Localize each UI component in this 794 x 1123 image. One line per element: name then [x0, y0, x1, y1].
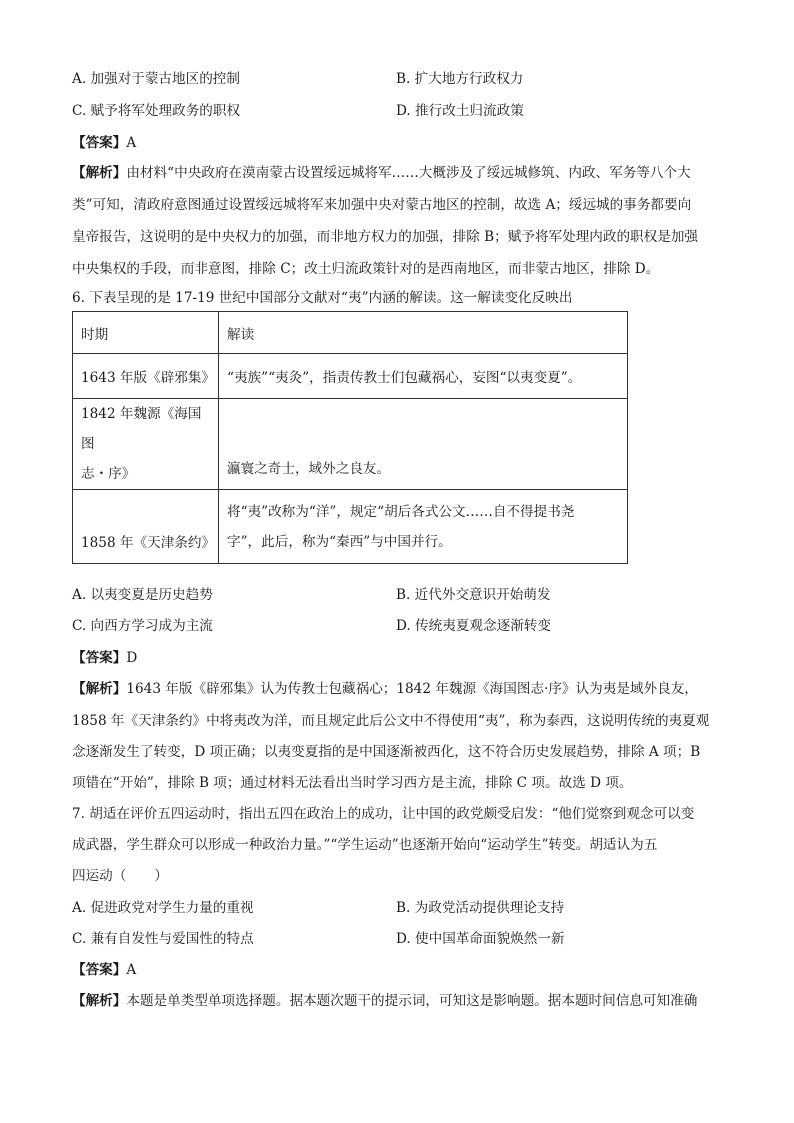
q6-analysis-line-3: 念逐渐发生了转变，D 项正确；以夷变夏指的是中国逐渐被西化，这不符合历史发展趋势，排除 A 项；B	[72, 744, 701, 760]
q7-analysis-line-1	[72, 989, 697, 1009]
q5-answer	[72, 131, 136, 151]
table-cell-period: 1643 年版《辟邪集》	[73, 354, 219, 399]
q7-option-a: A. 促进政党对学生力量的重视	[72, 900, 254, 916]
table-row	[73, 399, 628, 490]
answer-value: A	[126, 962, 137, 978]
table-cell-period	[73, 399, 219, 490]
reading-text: 瀛寰之奇士，域外之良友。	[227, 461, 391, 477]
q7-stem-line-1: 7. 胡适在评价五四运动时，指出五四在政治上的成功，让中国的政党颇受启发：“他们觉察到观念可以变	[72, 806, 695, 822]
q6-option-c: C. 向西方学习成为主流	[72, 618, 213, 634]
table-row	[73, 354, 628, 399]
reading-line: 字”，此后，称为“秦西”与中国并行。	[227, 533, 452, 550]
answer-tag: 【答案】	[72, 135, 127, 151]
q6-analysis-line-1	[72, 677, 698, 697]
answer-tag: 【答案】	[72, 962, 127, 978]
analysis-text: 本题是单类型单项选择题。据本题次题干的提示词，可知这是影响题。据本题时间信息可知准确	[126, 993, 698, 1009]
q5-analysis-line-3: 皇帝报告，这说明的是中央权力的加强，而非地方权力的加强，排除 B；赋予将军处理内政的职权是加强	[72, 229, 699, 245]
table-row	[73, 490, 628, 564]
table-cell-reading	[219, 399, 628, 490]
q6-option-d: D. 传统夷夏观念逐渐转变	[396, 618, 551, 634]
q5-analysis-line-1	[72, 161, 691, 181]
q7-answer	[72, 958, 136, 978]
q5-option-a: A. 加强对于蒙古地区的控制	[72, 71, 240, 87]
q5-option-c: C. 赋予将军处理政务的职权	[72, 103, 241, 119]
q7-option-b: B. 为政党活动提供理论支持	[396, 900, 565, 916]
answer-value: D	[126, 650, 138, 666]
reading-line: 将“夷”改称为“洋”，规定“胡后各式公文……自不得提书尧	[227, 503, 575, 520]
table-cell-reading: “夷族”“夷灸”，指责传教士们包藏祸心，妄图“以夷变夏”。	[219, 354, 628, 399]
analysis-tag: 【解析】	[72, 165, 127, 181]
q5-analysis-line-4: 中央集权的手段，而非意图，排除 C；改土归流政策针对的是西南地区，而非蒙古地区，排除 D。	[72, 261, 660, 277]
analysis-tag: 【解析】	[72, 681, 127, 697]
q7-stem-line-3	[72, 864, 168, 884]
q6-option-a: A. 以夷变夏是历史趋势	[72, 587, 213, 603]
table-cell-period	[73, 490, 219, 564]
q6-answer	[72, 646, 137, 666]
q6-option-b: B. 近代外交意识开始萌发	[396, 587, 551, 603]
table-header-row	[73, 312, 628, 354]
answer-tag: 【答案】	[72, 650, 127, 666]
period-text: 1858 年《天津条约》	[81, 535, 216, 551]
period-line: 志・序》	[81, 466, 136, 482]
table-header-reading: 解读	[219, 312, 628, 354]
analysis-tag: 【解析】	[72, 993, 127, 1009]
q5-option-b: B. 扩大地方行政权力	[396, 71, 524, 87]
stem-paren-close: ）	[154, 868, 168, 884]
q6-analysis-line-2: 1858 年《天津条约》中将夷改为洋，而且规定此后公文中不得使用“夷”，称为泰西，这说明传统的夷夏观	[72, 713, 710, 729]
q6-analysis-line-4: 项错在“开始”，排除 B 项；通过材料无法看出当时学习西方是主流，排除 C 项。故选 D 项。	[72, 775, 633, 791]
q5-analysis-line-2: 类”可知，清政府意图通过设置绥远城将军来加强中央对蒙古地区的控制，故选 A；绥远城的事务都要向	[72, 197, 692, 213]
q6-stem: 6. 下表呈现的是 17-19 世纪中国部分文献对“夷”内涵的解读。这一解读变化反映出	[72, 290, 573, 306]
analysis-text: 由材料“中央政府在漠南蒙古设置绥远城将军……大概涉及了绥远城修筑、内政、军务等八个大	[126, 165, 691, 181]
table-cell-reading	[219, 490, 628, 564]
q7-option-c: C. 兼有自发性与爱国性的特点	[72, 931, 254, 947]
analysis-text: 1643 年版《辟邪集》认为传教士包藏祸心；1842 年魏源《海国图志·序》认为夷是域外良友，	[126, 681, 698, 697]
answer-value: A	[126, 135, 137, 151]
q5-option-d: D. 推行改土归流政策	[396, 103, 524, 119]
table-header-period: 时期	[73, 312, 219, 354]
q6-table	[72, 311, 628, 564]
stem-text: 四运动（	[72, 868, 127, 884]
q7-option-d: D. 使中国革命面貌焕然一新	[396, 931, 565, 947]
q7-stem-line-2: 成武器，学生群众可以形成一种政治力量。”“学生运动”也逐渐开始向“运动学生”转变。胡适认为五	[72, 837, 658, 853]
period-line: 1842 年魏源《海国图	[81, 406, 202, 452]
